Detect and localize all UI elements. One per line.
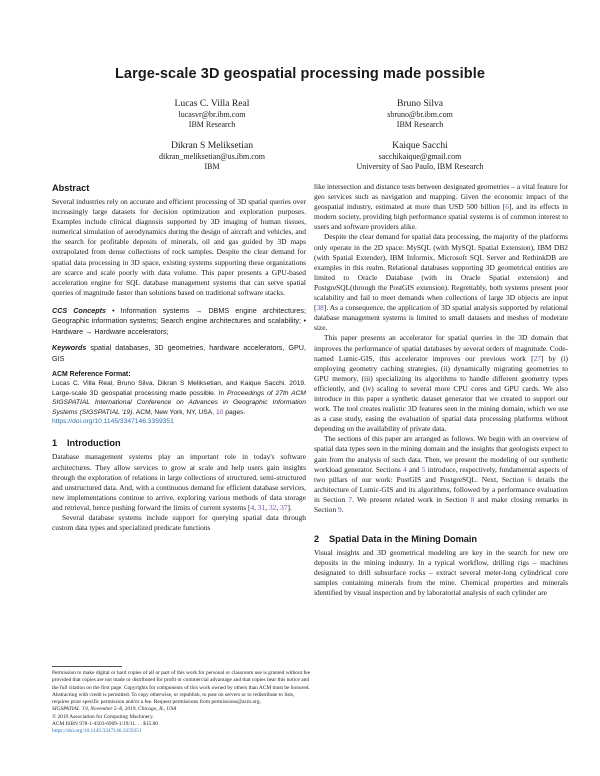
- paragraph-text: and make closing remarks in Section: [314, 494, 568, 514]
- author-affiliation: IBM: [204, 162, 220, 172]
- paragraph-text: This paper presents an accelerator for spatial queries in the 3D domain that improves the performance of spatial databases by several orders of magnitude. Code-named Lumic-GIS, this accelerator improves our previous work [: [314, 333, 568, 363]
- permission-text: Permission to make digital or hard copies of all or part of this work for personal or classroom use is granted without fee provided that copies are not made or distributed for profit or commercial advantage and that copies bear this notice and the full citation on the first page. Copyrights for components of this work owned by others than ACM must be honored. Abstracting with credit is permitted. To copy otherwise, or republish, to post on servers or to redistribute to lists, requires prior specific permission and/or a fee. Request permissions from permissions@acm.org.: [52, 670, 311, 706]
- paragraph-text: introduce, respectively, fundamental aspects of two pillars of our work: PostGIS and PostgreSQL. Next, Section: [314, 464, 568, 484]
- author-name: Bruno Silva: [396, 98, 444, 109]
- citation-link[interactable]: 37: [280, 502, 288, 512]
- paragraph-text: . We present related work in Section: [352, 494, 471, 504]
- intro-paragraph-6: [314, 434, 568, 515]
- section2-heading: [314, 533, 568, 545]
- paragraph-text: ]. As a consequence, the application of 3D spatial analysis supported by relational database management systems is limited to small datasets and meshes of moderate size.: [314, 303, 568, 333]
- section-title: Introduction: [67, 438, 121, 449]
- reference-doi-link[interactable]: https://doi.org/10.1145/3347146.3359351: [52, 418, 174, 425]
- paragraph-text: Despite the clear demand for spatial data processing, the majority of the platforms only operate in the 2D space: MySQL (with MySQL Spatial Extension), IBM DB2 (with Spatial Extender), IBM Informix, Microsoft SQL Server and RethinkDB are examples in this realm. Relational databases supporting 3D geometrical entities are limited to Oracle Database (with its Oracle Spatial extension) and PostgreSQL(through the PostGIS extension). Regrettably, both systems present poor scalability and fail to meet demands when collections of large 3D objects are input [: [314, 232, 568, 313]
- author-email: dikran_meliksetian@us.ibm.com: [158, 152, 265, 161]
- citation-link[interactable]: 4: [250, 502, 255, 512]
- citation-link[interactable]: 27: [533, 353, 541, 363]
- page-count-link[interactable]: 10: [215, 408, 224, 416]
- section-link[interactable]: 8: [470, 494, 475, 504]
- citation-link[interactable]: 31: [257, 502, 266, 512]
- reference-format: [52, 370, 306, 426]
- author-block-2: [320, 98, 520, 131]
- footnote-doi-link[interactable]: https://doi.org/10.1145/3347146.3359351: [52, 728, 142, 735]
- section-title: Spatial Data in the Mining Domain: [329, 534, 478, 545]
- right-column: [314, 182, 568, 599]
- reference-text: . ACM, New York, NY, USA,: [132, 408, 216, 416]
- author-block-4: [320, 140, 520, 173]
- keywords-text: spatial databases, 3D geometries, hardware accelerators, GPU, GIS: [52, 343, 306, 363]
- citation-link[interactable]: 32: [268, 502, 277, 512]
- intro-paragraph-3: [314, 182, 568, 232]
- footnote-venue: SIGSPATIAL '19, November 5–8, 2019, Chicago, IL, USA: [52, 706, 177, 713]
- section-link[interactable]: 5: [421, 464, 426, 474]
- section-link[interactable]: 7: [348, 494, 353, 504]
- author-email: lucasvr@br.ibm.com: [178, 110, 246, 119]
- abstract-heading: Abstract: [52, 183, 90, 193]
- paragraph-text: details the architecture of Lumic-GIS and its algorithms, followed by a performance evaluation in Section: [314, 474, 568, 504]
- keywords: [52, 343, 306, 364]
- author-email: sbruno@br.ibm.com: [387, 110, 453, 119]
- intro-paragraph-1: Database management systems play an important role in today's software architectures. They allow services to grow at scale and help users gain insights through the exploration of relations in large collections of structured, semi-structured and unstructured data. And, with a continuous demand for efficient database services, new implementations continue to arrive, exploring various methods of data storage and retrieval, hence pushing forward the limits of current systems [4, 31, 32, 37].: [52, 452, 306, 512]
- author-block-1: [112, 98, 312, 131]
- left-column: [52, 182, 306, 533]
- author-affiliation: University of Sao Paulo, IBM Research: [356, 162, 484, 172]
- author-name: Dikran S Meliksetian: [170, 140, 254, 151]
- paragraph-text: ] by (i) employing geometry caching strategies, (ii) dynamically migrating geometries to GPU memory, (iii) specializing its algorithms to handle different geometry types efficiently, and (iv) scaling to several more CPU cores and GPU cards. We also introduce in this paper a synthetic dataset generator that we created to support our work. The tool creates realistic 3D features seen in the mining domain, which we use as a case study, easing the evaluation of spatial data processing platforms without depending on the availability of private data.: [314, 353, 568, 434]
- ccs-label: CCS Concepts: [52, 305, 106, 315]
- section-number: 2: [314, 534, 320, 545]
- section-link[interactable]: 9: [338, 505, 342, 514]
- paragraph-text: like intersection and distance tests between designated geometries – a vital feature for geo services such as navigation and mapping. Given the economic impact of the geospatial industry, estimated at more than USD 500 billion [: [314, 182, 568, 212]
- reference-text: pages.: [223, 408, 246, 416]
- reference-venue: Proceedings of 27th ACM SIGSPATIAL International Conference on Advances in Geographic Information Systems (SIGSPATIAL '19): [52, 389, 306, 416]
- intro-paragraph-2: Several database systems include support for querying spatial data through custom data types and specialized predicate functions: [52, 512, 306, 533]
- paragraph-text: Database management systems play an important role in today's software architectures. They allow services to grow at scale and help users gain insights through the exploration of relations in large collections of structured, semi-structured and unstructured data. And, with a continuous demand for efficient database services, new implementations continue to arrive, exploring various methods of data storage and retrieval, hence pushing forward the limits of current systems [: [52, 452, 306, 512]
- keywords-label: Keywords: [52, 343, 87, 353]
- paragraph-text: .: [341, 505, 344, 514]
- intro-paragraph-4: [314, 232, 568, 333]
- intro-paragraph-5: [314, 333, 568, 434]
- citation-link[interactable]: 38: [316, 303, 324, 313]
- citation-link[interactable]: 6: [505, 202, 509, 212]
- ccs-concepts: [52, 306, 306, 337]
- footnote-isbn: ACM ISBN 978-1-4503-6909-1/19/11. . . $15.00: [52, 721, 158, 728]
- footnote-copyright: © 2019 Association for Computing Machinery.: [52, 713, 154, 720]
- reference-format-label: ACM Reference Format:: [52, 370, 131, 378]
- paragraph-text: ].: [287, 502, 292, 512]
- author-affiliation: IBM Research: [396, 120, 444, 130]
- section-number: 1: [52, 438, 58, 449]
- abstract-text: Several industries rely on accurate and efficient processing of 3D spatial queries over increasingly large datasets for decision optimization and exploration purposes. Examples include clinical diagnosis supported by 3D imaging of human tissues, numerical simulation of aerodynamics during the design of aircraft and vehicles, and the search for profitable deposits of minerals, oil and gas guided by 3D maps extrapolated from dense collections of rock samples. Despite the clear demand for spatial data processing in 3D space, existing systems supporting these organizations are scarce and scale poorly with data volume. This paper presents a GPU-based acceleration engine for SQL database management systems that can serve spatial queries of magnitude faster than solutions based on traditional software stacks.: [52, 197, 306, 297]
- author-name: Lucas C. Villa Real: [174, 98, 250, 109]
- section2-paragraph-1: Visual insights and 3D geometrical modeling are key in the search for new ore deposits in the mining industry. In a typical workflow, drilling rigs – machines designated to drill subsurface rocks – extract several meter-long cylindrical core samples containing minerals from the mine. Chemical properties and minerals identified by visual inspection and by laboratorial analysis of each cylinder are: [314, 548, 568, 598]
- author-block-3: [112, 140, 312, 173]
- paper-title: Large-scale 3D geospatial processing made possible: [114, 66, 486, 82]
- ccs-text: • Information systems → DBMS engine architectures; Geographic information systems; Search engine architectures and scalability; • Hardware → Hardware accelerators;: [52, 305, 306, 336]
- reference-text: Lucas C. Villa Real, Bruno Silva, Dikran S Meliksetian, and Kaique Sacchi. 2019. Large-scale 3D geospatial processing made possible. In: [52, 380, 306, 397]
- footnote-rule: [52, 666, 122, 667]
- author-name: Kaique Sacchi: [392, 140, 448, 151]
- permission-footnote: [52, 670, 312, 736]
- author-affiliation: IBM Research: [188, 120, 236, 130]
- section-link[interactable]: 6: [528, 474, 532, 484]
- paragraph-text: The sections of this paper are arranged as follows. We begin with an overview of spatial data types seen in the mining domain and the insights that geologists expect to gain from the analysis of such data. Then, we present the modeling of our synthetic workload generator. Sections: [314, 434, 568, 474]
- intro-heading: [52, 437, 306, 449]
- author-email: sacchikaique@gmail.com: [378, 152, 462, 161]
- paragraph-text: and: [406, 464, 422, 474]
- paragraph-text: ], and its effects in modern society, providing high performance spatial systems is of common interest to users and software providers alike.: [314, 202, 568, 232]
- section-link[interactable]: 4: [403, 464, 407, 474]
